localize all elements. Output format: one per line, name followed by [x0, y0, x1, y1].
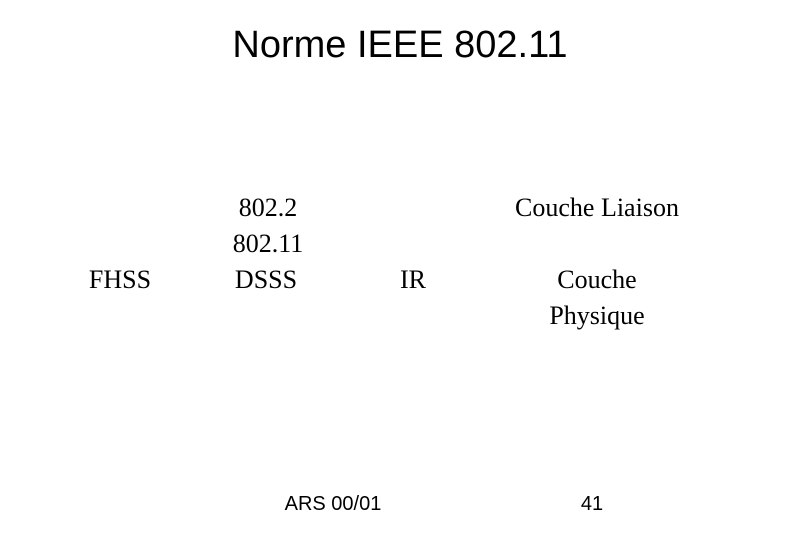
- dsss-label: DSSS: [234, 265, 298, 294]
- link-layer-label: Couche Liaison: [515, 193, 679, 222]
- ir-label: IR: [400, 265, 426, 294]
- fhss-label: FHSS: [88, 265, 152, 294]
- footer-course: ARS 00/01: [284, 493, 382, 515]
- physical-layer-label-line1: Couche: [557, 265, 637, 294]
- mac-label: 802.11: [232, 229, 304, 258]
- physical-layer-label-line2: Physique: [549, 301, 645, 330]
- llc-label: 802.2: [238, 193, 298, 222]
- slide-title: Norme IEEE 802.11: [232, 24, 568, 66]
- footer-page-number: 41: [580, 493, 604, 515]
